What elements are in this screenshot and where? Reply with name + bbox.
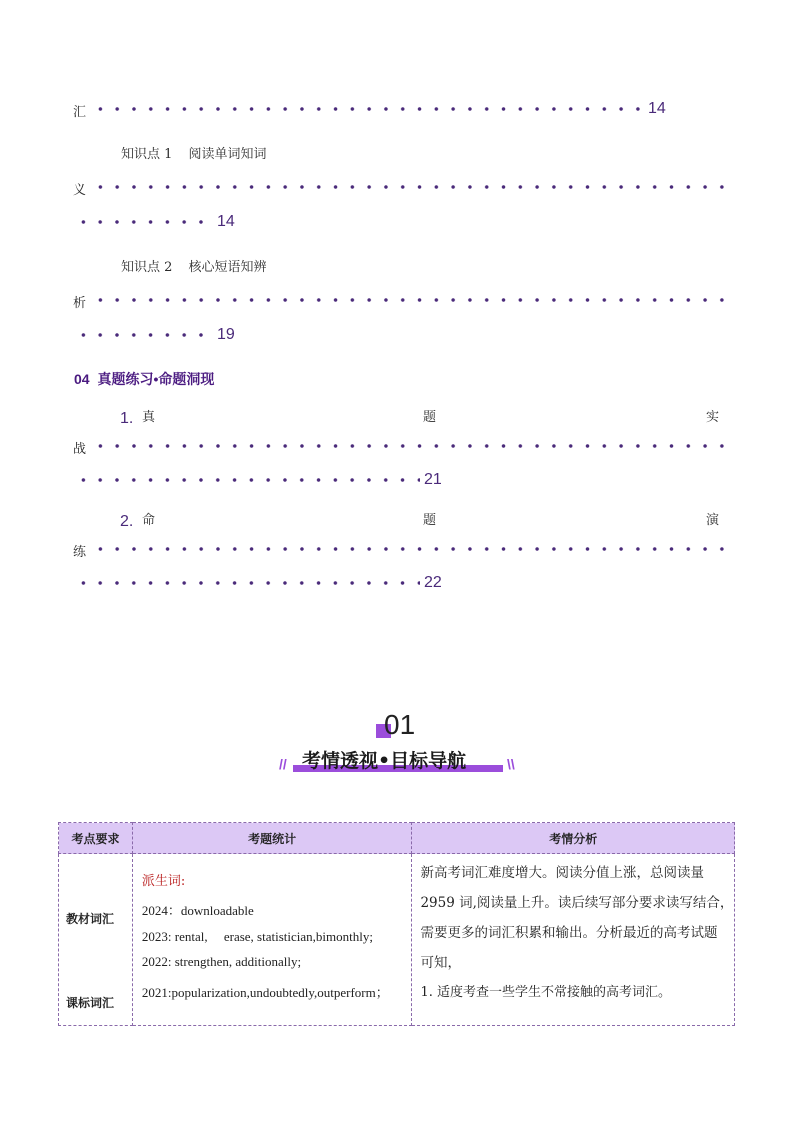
toc-item-char: 题 xyxy=(423,410,437,425)
toc-leader-dots xyxy=(92,443,727,449)
requirement-item: 课标词汇 xyxy=(66,996,115,1010)
section-number: 04 xyxy=(74,371,90,387)
toc-item-char: 演 xyxy=(706,513,720,528)
toc-leader-dots xyxy=(92,546,727,552)
toc-item-char: 真 xyxy=(142,410,156,425)
exam-analysis-table xyxy=(58,822,735,1026)
stat-line: 2022: strengthen, additionally; xyxy=(141,954,302,969)
banner-slash-left: // xyxy=(279,756,287,772)
toc-leader-dots xyxy=(75,332,210,338)
stat-line: 2021:popularization,undoubtedly,outperform； xyxy=(141,985,389,1000)
toc-page-number[interactable]: 14 xyxy=(217,213,235,230)
table-header-row xyxy=(59,823,735,854)
toc-leader-dots xyxy=(92,184,727,190)
toc-item-number: 1. xyxy=(120,410,134,427)
toc-page-number[interactable]: 14 xyxy=(648,100,666,117)
toc-leader-dots xyxy=(75,477,420,483)
toc-leader-dots xyxy=(92,106,642,112)
toc-section-heading[interactable] xyxy=(74,369,214,389)
kp1-label: 知识点 1 xyxy=(121,147,173,162)
kp1-title: 阅读单词知词 xyxy=(188,147,267,162)
analysis-cell xyxy=(412,854,735,1026)
analysis-paragraph xyxy=(420,858,733,1008)
toc-leader-dots xyxy=(75,580,420,586)
requirement-cell xyxy=(59,854,133,1026)
toc-lead-char: 汇 xyxy=(73,105,87,120)
toc-entry-kp2[interactable] xyxy=(121,256,267,275)
kp2-title: 核心短语知辨 xyxy=(188,260,267,275)
toc-page-number[interactable]: 22 xyxy=(424,574,442,591)
table-row xyxy=(59,854,735,1026)
toc-item-char: 实 xyxy=(706,410,720,425)
banner-title: 考情透视•目标导航 xyxy=(302,750,467,772)
toc-lead-char: 析 xyxy=(73,296,87,311)
toc-lead-char: 练 xyxy=(73,545,87,560)
toc-item-number: 2. xyxy=(120,513,134,530)
table-header: 考情分析 xyxy=(412,823,735,854)
toc-lead-char: 义 xyxy=(73,183,87,198)
analysis-line: 可知， xyxy=(420,955,461,971)
kp2-label: 知识点 2 xyxy=(121,260,173,275)
toc-page-number[interactable]: 21 xyxy=(424,471,442,488)
banner-slash-right: \\ xyxy=(507,756,515,772)
toc-leader-dots xyxy=(75,219,210,225)
toc-page-number[interactable]: 19 xyxy=(217,326,235,343)
analysis-line: 新高考词汇难度增大。阅读分值上涨，总阅读量 xyxy=(420,865,704,881)
toc-lead-char: 战 xyxy=(73,442,87,457)
toc-leader-dots xyxy=(92,297,727,303)
stat-line: 2024：downloadable xyxy=(141,903,254,918)
stat-line: 2023: rental, erase, statistician,bimonthly; xyxy=(141,929,373,944)
analysis-line: 2959 词,阅读量上升。读后续写部分要求读写结合， xyxy=(420,895,734,911)
toc-entry-kp1[interactable] xyxy=(121,143,267,162)
analysis-point: 1. 适度考查一些学生不常接触的高考词汇。 xyxy=(420,985,672,1000)
banner-number: 01 xyxy=(384,709,416,740)
derived-words-label: 派生词: xyxy=(141,874,186,889)
statistics-cell xyxy=(132,854,412,1026)
requirement-item: 教材词汇 xyxy=(66,912,115,926)
toc-item-char: 命 xyxy=(142,513,156,528)
table-header: 考题统计 xyxy=(132,823,412,854)
table-header: 考点要求 xyxy=(59,823,133,854)
analysis-line: 需要更多的词汇积累和输出。分析最近的高考试题 xyxy=(420,925,718,941)
toc-item-char: 题 xyxy=(423,513,437,528)
section-title: 真题练习•命题洞现 xyxy=(97,371,215,387)
